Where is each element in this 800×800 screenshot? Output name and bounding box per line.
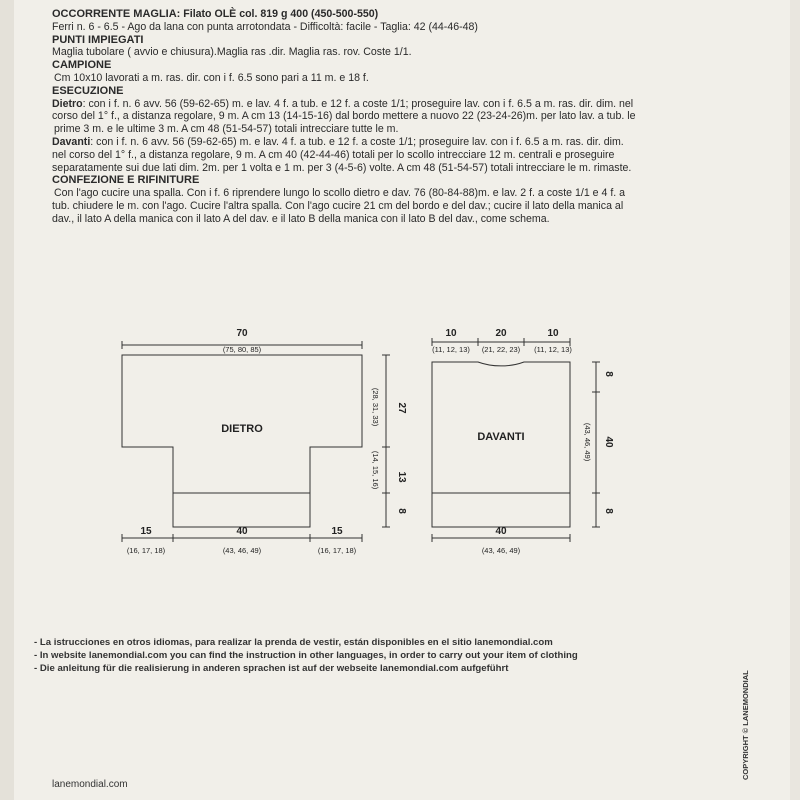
back-bottom-right-sizes: (16, 17, 18) bbox=[317, 546, 357, 555]
front-bottom-width-sizes: (43, 46, 49) bbox=[481, 546, 521, 555]
materials-detail: Filato OLÈ col. 819 g 400 (450-500-550) bbox=[183, 8, 379, 20]
front-text-1: : con i f. n. 6 avv. 56 (59-62-65) m. e lav. 4 f. a tub. e 12 f. a coste 1/1; proseguire lav. con i f. 6.5 a m. ras. dir. dim. bbox=[90, 135, 624, 148]
note-german: - Die anleitung für die realisierung in anderen sprachen ist auf der webseite lanemondial.com aufgeführt bbox=[34, 663, 509, 674]
back-height-upper: 27 bbox=[396, 402, 407, 414]
finishing-text-3: dav., il lato A della manica con il lato A del dav. e il lato B della manica con il lato B del dav., come schema. bbox=[52, 212, 550, 225]
gauge-heading: CAMPIONE bbox=[52, 59, 112, 72]
back-text-3: prime 3 m. e le ultime 3 m. A cm 48 (51-54-57) totali intrecciare tutte le m. bbox=[54, 123, 399, 136]
finishing-text-2: tub. chiudere le m. con l'ago. Cucire l'altra spalla. Con l'ago cucire 21 cm del bordo e del dav.; cucire il lato della manica al bbox=[52, 199, 624, 212]
finishing-text-1: Con l'ago cucire una spalla. Con i f. 6 riprendere lungo lo scollo dietro e dav. 76 (80-84-88)m. e lav. 2 f. a coste 1/1 e 4 f. a bbox=[54, 187, 626, 200]
back-height-lower: 8 bbox=[396, 508, 407, 514]
stitches-text: Maglia tubolare ( avvio e chiusura).Maglia ras .dir. Maglia ras. rov. Coste 1/1. bbox=[52, 46, 412, 59]
front-height-top: 8 bbox=[603, 371, 614, 377]
front-top-center: 20 bbox=[495, 328, 507, 339]
front-top-right: 10 bbox=[547, 328, 559, 339]
back-text-1: : con i f. n. 6 avv. 56 (59-62-65) m. e lav. 4 f. a tub. e 12 f. a coste 1/1; proseguire lav. con i f. 6.5 a m. ras. dir. dim. nel bbox=[82, 97, 634, 110]
needles-line: Ferri n. 6 - 6.5 - Ago da lana con punta arrotondata - Difficoltà: facile - Taglia: 42 (44-46-48) bbox=[52, 20, 478, 33]
back-top-width: 70 bbox=[236, 328, 248, 339]
stitches-heading: PUNTI IMPIEGATI bbox=[52, 33, 144, 46]
language-notes bbox=[34, 636, 714, 675]
front-text-2: nel corso del 1° f., a distanza regolare, 9 m. A cm 40 (42-44-46) totali per lo scollo intrecciare 12 m. centrali e proseguire bbox=[52, 148, 615, 161]
back-top-width-sizes: (75, 80, 85) bbox=[222, 345, 262, 354]
front-top-center-sizes: (21, 22, 23) bbox=[481, 345, 521, 354]
back-bottom-center: 40 bbox=[236, 526, 248, 537]
back-label: Dietro bbox=[52, 97, 83, 110]
copyright-notice: COPYRIGHT © LANEMONDIAL bbox=[741, 670, 750, 780]
front-bottom-width: 40 bbox=[495, 526, 507, 537]
back-height-middle-sizes: (14, 15, 16) bbox=[371, 450, 380, 490]
back-piece-outline bbox=[122, 355, 362, 527]
finishing-heading: CONFEZIONE E RIFINITURE bbox=[52, 174, 200, 187]
back-bottom-left-sizes: (16, 17, 18) bbox=[126, 546, 166, 555]
note-english: - In website lanemondial.com you can find the instruction in other languages, in order to carry out your item of clothing bbox=[34, 650, 578, 661]
back-piece-label: DIETRO bbox=[221, 423, 263, 435]
back-bottom-left: 15 bbox=[140, 526, 152, 537]
back-height-upper-sizes: (28, 31, 33) bbox=[371, 387, 380, 427]
front-height-middle-sizes: (43, 46, 49) bbox=[583, 422, 592, 462]
front-top-right-sizes: (11, 12, 13) bbox=[534, 345, 572, 354]
note-spanish: - La istrucciones en otros idiomas, para realizar la prenda de vestir, están disponibles en el sitio lanemondial.com bbox=[34, 637, 553, 648]
front-top-left: 10 bbox=[445, 328, 457, 339]
back-bottom-right: 15 bbox=[331, 526, 343, 537]
site-url: lanemondial.com bbox=[52, 779, 128, 790]
gauge-text: Cm 10x10 lavorati a m. ras. dir. con i f. 6.5 sono pari a 11 m. e 18 f. bbox=[54, 71, 369, 84]
front-top-left-sizes: (11, 12, 13) bbox=[432, 345, 470, 354]
front-text-3: separatamente sui due lati dim. 2m. per 1 volta e 1 m. per 3 (4-5-6) volte. A cm 48 (51-54-57) totali intrecciare le m. rimaste. bbox=[52, 161, 632, 174]
front-height-bottom: 8 bbox=[603, 508, 614, 514]
front-piece-label: DAVANTI bbox=[477, 431, 525, 443]
front-label: Davanti bbox=[52, 135, 91, 148]
back-height-middle: 13 bbox=[396, 471, 407, 483]
execution-heading: ESECUZIONE bbox=[52, 84, 124, 97]
back-text-2: corso del 1° f., a distanza regolare, 9 m. A cm 13 (14-15-16) dal bordo mettere a nuovo 22 (23-24-26)m. per lato lav. a tub. le bbox=[52, 110, 636, 123]
front-piece-outline bbox=[432, 362, 570, 527]
materials-heading: OCCORRENTE MAGLIA: bbox=[52, 8, 181, 20]
back-bottom-center-sizes: (43, 46, 49) bbox=[222, 546, 262, 555]
front-height-middle: 40 bbox=[603, 436, 614, 448]
